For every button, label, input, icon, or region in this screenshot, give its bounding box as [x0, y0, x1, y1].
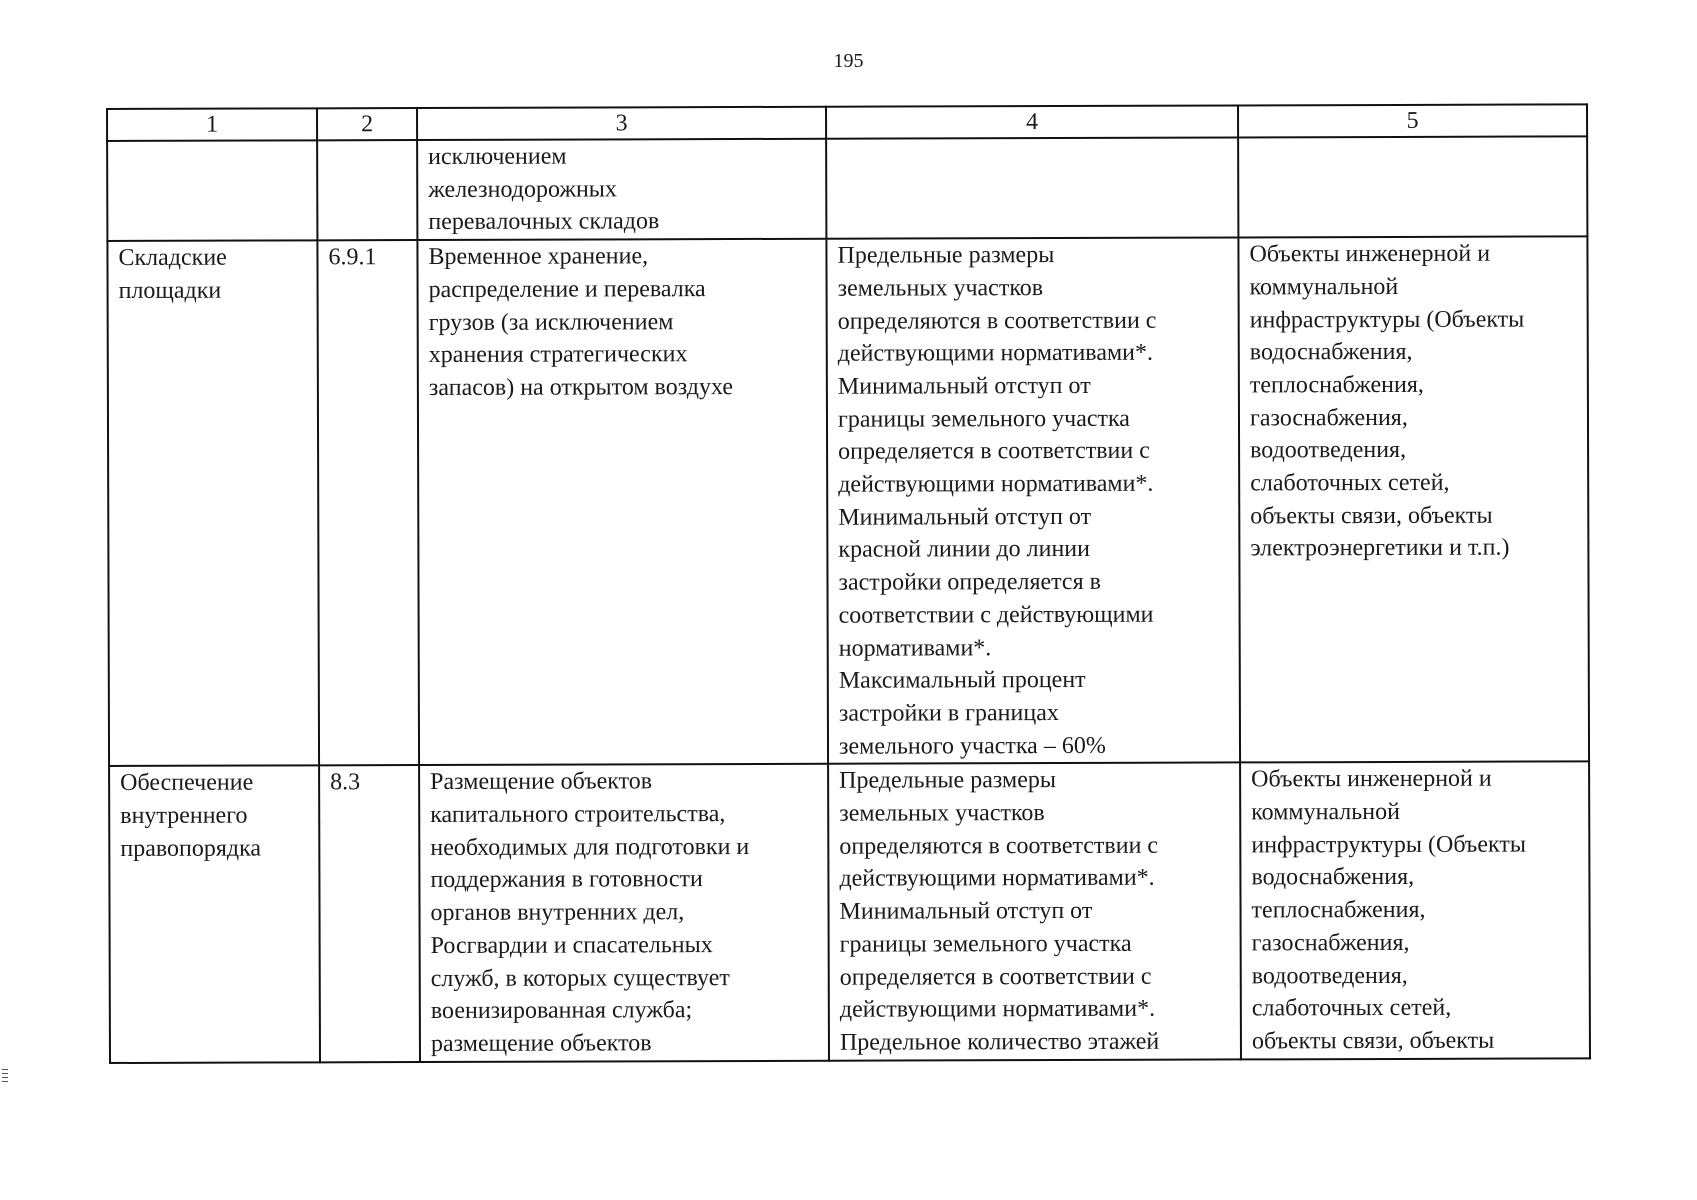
cell-description: исключением железнодорожных перевалочных складов — [417, 139, 826, 240]
header-col-2: 2 — [317, 108, 417, 140]
table-header-row — [107, 104, 1587, 141]
header-col-1: 1 — [107, 108, 317, 141]
land-use-table — [106, 103, 1591, 1063]
cell-code: 8.3 — [319, 765, 420, 1062]
cell-description: Временное хранение, распределение и перевалка грузов (за исключением хранения стратегических запасов) на открытом воздухе — [417, 239, 828, 766]
cell-parameters: Предельные размеры земельных участков определяются в соответствии с действующими нормативами*. Минимальный отступ от границы земельного участка определяется в соответствии с действующими нормативами*. Минимальный отступ от красной линии до линии застройки определяется в соответствии с действующими нормативами*. Максимальный процент застройки в границах земельного участка – 60% — [826, 238, 1240, 765]
cell-description: Размещение объектов капитального строительства, необходимых для подготовки и поддержания в готовности органов внутренних дел, Росгвардии и спасательных служб, в которых существует военизированная служба; размещение объектов — [419, 764, 829, 1062]
table-row — [109, 762, 1590, 1063]
cell-use-type: Обеспечение внутреннего правопорядка — [109, 766, 320, 1063]
header-col-3: 3 — [417, 107, 826, 140]
cell-use-type: Складские площадки — [107, 240, 319, 766]
cell-parameters — [826, 137, 1238, 238]
cell-parameters: Предельные размеры земельных участков определяются в соответствии с действующими нормативами*. Минимальный отступ от границы земельного участка определяется в соответствии с действующими нормативами*. Предельное количество этажей — [828, 763, 1241, 1061]
cell-code — [317, 140, 417, 240]
cell-auxiliary-uses: Объекты инженерной и коммунальной инфраструктуры (Объекты водоснабжения, теплоснабжения, газоснабжения, водоотведения, слаботочных сетей, объекты связи, объекты — [1240, 762, 1590, 1059]
cell-use-type — [107, 140, 317, 241]
table-row — [107, 136, 1587, 241]
table-row — [107, 236, 1589, 766]
cell-code: 6.9.1 — [317, 240, 419, 766]
scan-margin-mark — [2, 1066, 8, 1088]
cell-auxiliary-uses — [1238, 136, 1587, 237]
header-col-4: 4 — [826, 105, 1238, 138]
header-col-5: 5 — [1238, 104, 1587, 137]
page-number: 195 — [833, 50, 864, 72]
cell-auxiliary-uses: Объекты инженерной и коммунальной инфраструктуры (Объекты водоснабжения, теплоснабжения, газоснабжения, водоотведения, слаботочных сетей, объекты связи, объекты электроэнергетики и т.п.) — [1238, 236, 1589, 762]
